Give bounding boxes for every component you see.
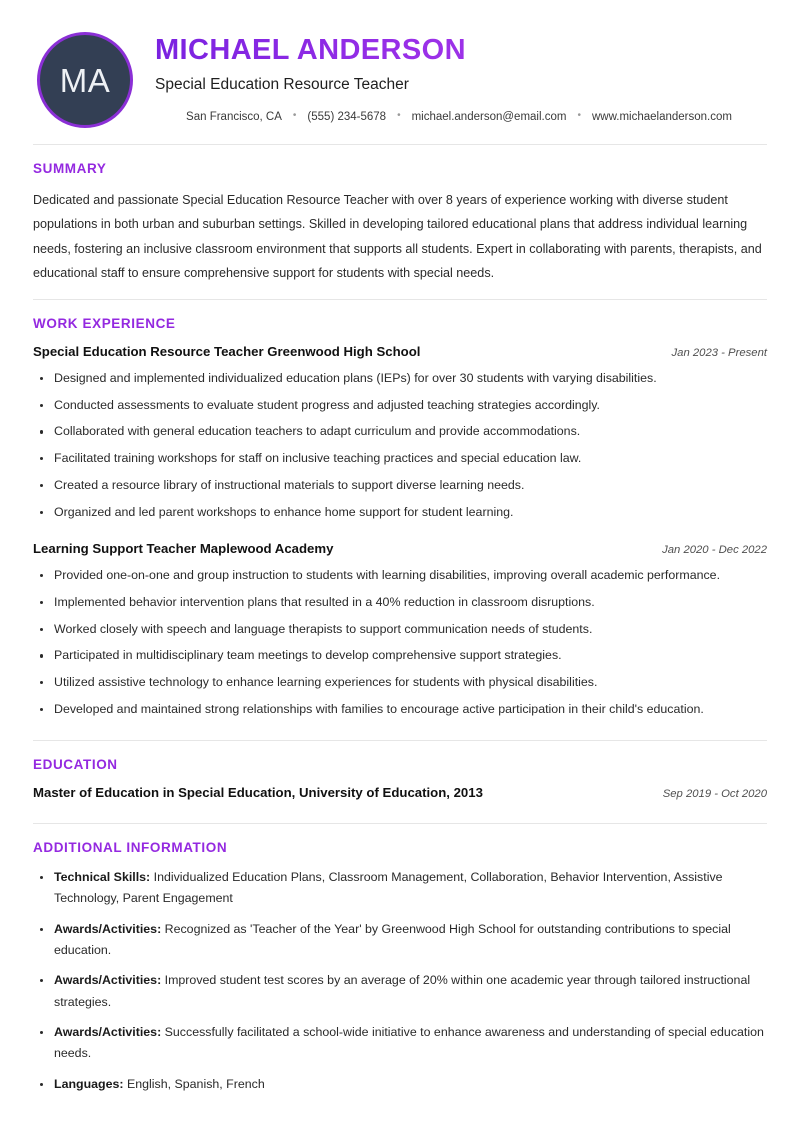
avatar-container: [33, 28, 137, 128]
list-item: Facilitated training workshops for staff on inclusive teaching practices and special education law.: [33, 448, 767, 469]
contact-separator-icon: •: [397, 109, 401, 121]
education-entry-head: [33, 784, 767, 802]
list-item: Designed and implemented individualized education plans (IEPs) for over 30 students with varying disabilities.: [33, 368, 767, 389]
resume-header: [33, 28, 767, 144]
contact-separator-icon: •: [577, 109, 581, 121]
list-item: Utilized assistive technology to enhance learning experiences for students with physical disabilities.: [33, 672, 767, 693]
section-education: [33, 741, 767, 823]
work-entry-date: Jan 2023 - Present: [671, 347, 767, 360]
list-item: Provided one-on-one and group instruction to students with learning disabilities, improving overall academic performance.: [33, 565, 767, 586]
contact-location: San Francisco, CA: [186, 110, 282, 123]
work-entry-date: Jan 2020 - Dec 2022: [662, 544, 767, 557]
section-additional-information: [33, 824, 767, 1109]
info-label: Awards/Activities:: [54, 1024, 162, 1039]
section-title-education: EDUCATION: [33, 756, 118, 772]
work-entry-bullets: [33, 368, 767, 523]
list-item: [33, 1022, 767, 1065]
header-main: [137, 28, 767, 125]
list-item: Developed and maintained strong relationships with families to encourage active participation in their child's education.: [33, 699, 767, 720]
work-entry-heading: Special Education Resource Teacher Greenwood High School: [33, 344, 421, 360]
additional-information-list: [33, 867, 767, 1095]
education-entry-date: Sep 2019 - Oct 2020: [662, 788, 767, 801]
info-value: English, Spanish, French: [123, 1076, 265, 1091]
list-item: [33, 919, 767, 962]
list-item: Implemented behavior intervention plans that resulted in a 40% reduction in classroom disruptions.: [33, 592, 767, 613]
list-item: Created a resource library of instructional materials to support diverse learning needs.: [33, 475, 767, 496]
list-item: Collaborated with general education teachers to adapt curriculum and provide accommodations.: [33, 421, 767, 442]
section-work-experience: [33, 300, 767, 740]
list-item: [33, 867, 767, 910]
list-item: [33, 970, 767, 1013]
summary-text: Dedicated and passionate Special Education Resource Teacher with over 8 years of experience working with diverse student populations in both urban and suburban settings. Skilled in developing tailored educational plans that address individual learning needs, fostering an inclusive classroom environment that supports all students. Expert in collaborating with parents, therapists, and educational staff to ensure comprehensive support for students with special needs.: [33, 193, 762, 280]
contact-separator-icon: •: [292, 109, 297, 121]
section-title-work-experience: WORK EXPERIENCE: [33, 315, 176, 331]
contact-website[interactable]: www.michaelanderson.com: [591, 110, 732, 123]
work-entry: [33, 540, 767, 720]
contact-line: [155, 109, 767, 125]
education-entry-heading: Master of Education in Special Education, University of Education, 2013: [33, 785, 483, 801]
contact-phone[interactable]: (555) 234-5678: [307, 110, 387, 123]
education-entry: [33, 784, 767, 802]
candidate-name: MICHAEL ANDERSON: [155, 34, 767, 67]
info-label: Awards/Activities:: [54, 921, 162, 936]
contact-email[interactable]: michael.anderson@email.com: [411, 110, 567, 123]
info-value: Individualized Education Plans, Classroom Management, Collaboration, Behavior Intervention, Assistive Technology, Parent Engagement: [54, 869, 723, 906]
work-entry-head: [33, 343, 767, 361]
work-entry-head: [33, 540, 767, 558]
section-summary: [33, 145, 767, 299]
avatar: [37, 32, 133, 128]
info-label: Technical Skills:: [54, 869, 151, 884]
info-value: Improved student test scores by an average of 20% within one academic year through tailored instructional strategies.: [54, 973, 751, 1009]
list-item: Worked closely with speech and language therapists to support communication needs of students.: [33, 619, 767, 640]
list-item: [33, 1074, 767, 1095]
info-value: Successfully facilitated a school-wide initiative to enhance awareness and understanding of special education needs.: [54, 1024, 764, 1061]
candidate-job-title: Special Education Resource Teacher: [155, 76, 409, 94]
section-title-summary: SUMMARY: [33, 161, 107, 176]
work-entry: [33, 343, 767, 523]
info-value: Recognized as 'Teacher of the Year' by Greenwood High School for outstanding contributions to special education.: [54, 921, 731, 957]
list-item: Participated in multidisciplinary team meetings to develop comprehensive support strategies.: [33, 645, 767, 666]
work-entry-bullets: [33, 565, 767, 720]
work-entry-heading: Learning Support Teacher Maplewood Academy: [33, 541, 334, 557]
section-title-additional-information: ADDITIONAL INFORMATION: [33, 839, 228, 855]
info-label: Languages:: [54, 1076, 124, 1091]
info-label: Awards/Activities:: [54, 973, 162, 988]
list-item: Conducted assessments to evaluate student progress and adjusted teaching strategies accordingly.: [33, 395, 767, 416]
list-item: Organized and led parent workshops to enhance home support for student learning.: [33, 502, 767, 523]
avatar-initials: MA: [59, 61, 111, 99]
